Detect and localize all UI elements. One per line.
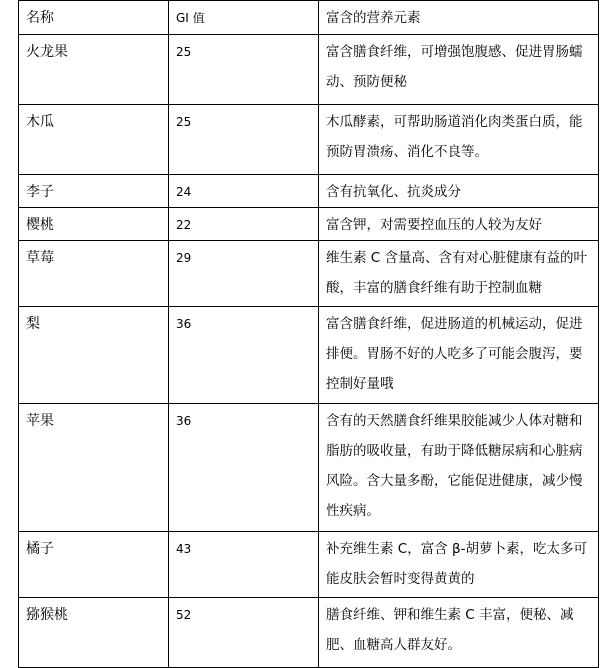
table-row bbox=[19, 307, 599, 404]
nutrient-description: 膳食纤维、钾和维生素 C 丰富，便秘、减肥、血糖高人群友好。 bbox=[319, 598, 599, 668]
gi-value: 52 bbox=[169, 598, 319, 668]
nutrient-description: 含有抗氧化、抗炎成分 bbox=[319, 175, 599, 208]
nutrient-description: 维生素 C 含量高、含有对心脏健康有益的叶酸，丰富的膳食纤维有助于控制血糖 bbox=[319, 241, 599, 307]
header-name: 名称 bbox=[19, 1, 169, 35]
table-row bbox=[19, 532, 599, 598]
fruit-name: 李子 bbox=[19, 175, 169, 208]
gi-value: 24 bbox=[169, 175, 319, 208]
fruit-name: 樱桃 bbox=[19, 208, 169, 241]
fruit-name: 火龙果 bbox=[19, 35, 169, 105]
nutrient-description: 富含膳食纤维，可增强饱腹感、促进胃肠蠕动、预防便秘 bbox=[319, 35, 599, 105]
table-row bbox=[19, 208, 599, 241]
fruit-name: 草莓 bbox=[19, 241, 169, 307]
table-row bbox=[19, 35, 599, 105]
fruit-gi-table bbox=[18, 0, 599, 668]
nutrient-description: 补充维生素 C，富含 β-胡萝卜素，吃太多可能皮肤会暂时变得黄黄的 bbox=[319, 532, 599, 598]
table-row bbox=[19, 175, 599, 208]
fruit-name: 木瓜 bbox=[19, 105, 169, 175]
nutrient-description: 木瓜酵素，可帮助肠道消化肉类蛋白质，能预防胃溃疡、消化不良等。 bbox=[319, 105, 599, 175]
gi-value: 25 bbox=[169, 105, 319, 175]
table-row bbox=[19, 241, 599, 307]
fruit-name: 梨 bbox=[19, 307, 169, 404]
fruit-name: 猕猴桃 bbox=[19, 598, 169, 668]
gi-value: 22 bbox=[169, 208, 319, 241]
gi-value: 25 bbox=[169, 35, 319, 105]
fruit-name: 苹果 bbox=[19, 404, 169, 532]
table-row bbox=[19, 598, 599, 668]
gi-value: 43 bbox=[169, 532, 319, 598]
gi-value: 36 bbox=[169, 404, 319, 532]
gi-value: 29 bbox=[169, 241, 319, 307]
table-header-row bbox=[19, 1, 599, 35]
fruit-name: 橘子 bbox=[19, 532, 169, 598]
nutrient-description: 含有的天然膳食纤维果胶能减少人体对糖和脂肪的吸收量，有助于降低糖尿病和心脏病风险。含大量多酚，它能促进健康，减少慢性疾病。 bbox=[319, 404, 599, 532]
table-row bbox=[19, 105, 599, 175]
gi-value: 36 bbox=[169, 307, 319, 404]
table-row bbox=[19, 404, 599, 532]
header-nutrients: 富含的营养元素 bbox=[319, 1, 599, 35]
header-gi: GI 值 bbox=[169, 1, 319, 35]
nutrient-description: 富含膳食纤维，促进肠道的机械运动，促进排便。胃肠不好的人吃多了可能会腹泻，要控制好量哦 bbox=[319, 307, 599, 404]
nutrient-description: 富含钾，对需要控血压的人较为友好 bbox=[319, 208, 599, 241]
